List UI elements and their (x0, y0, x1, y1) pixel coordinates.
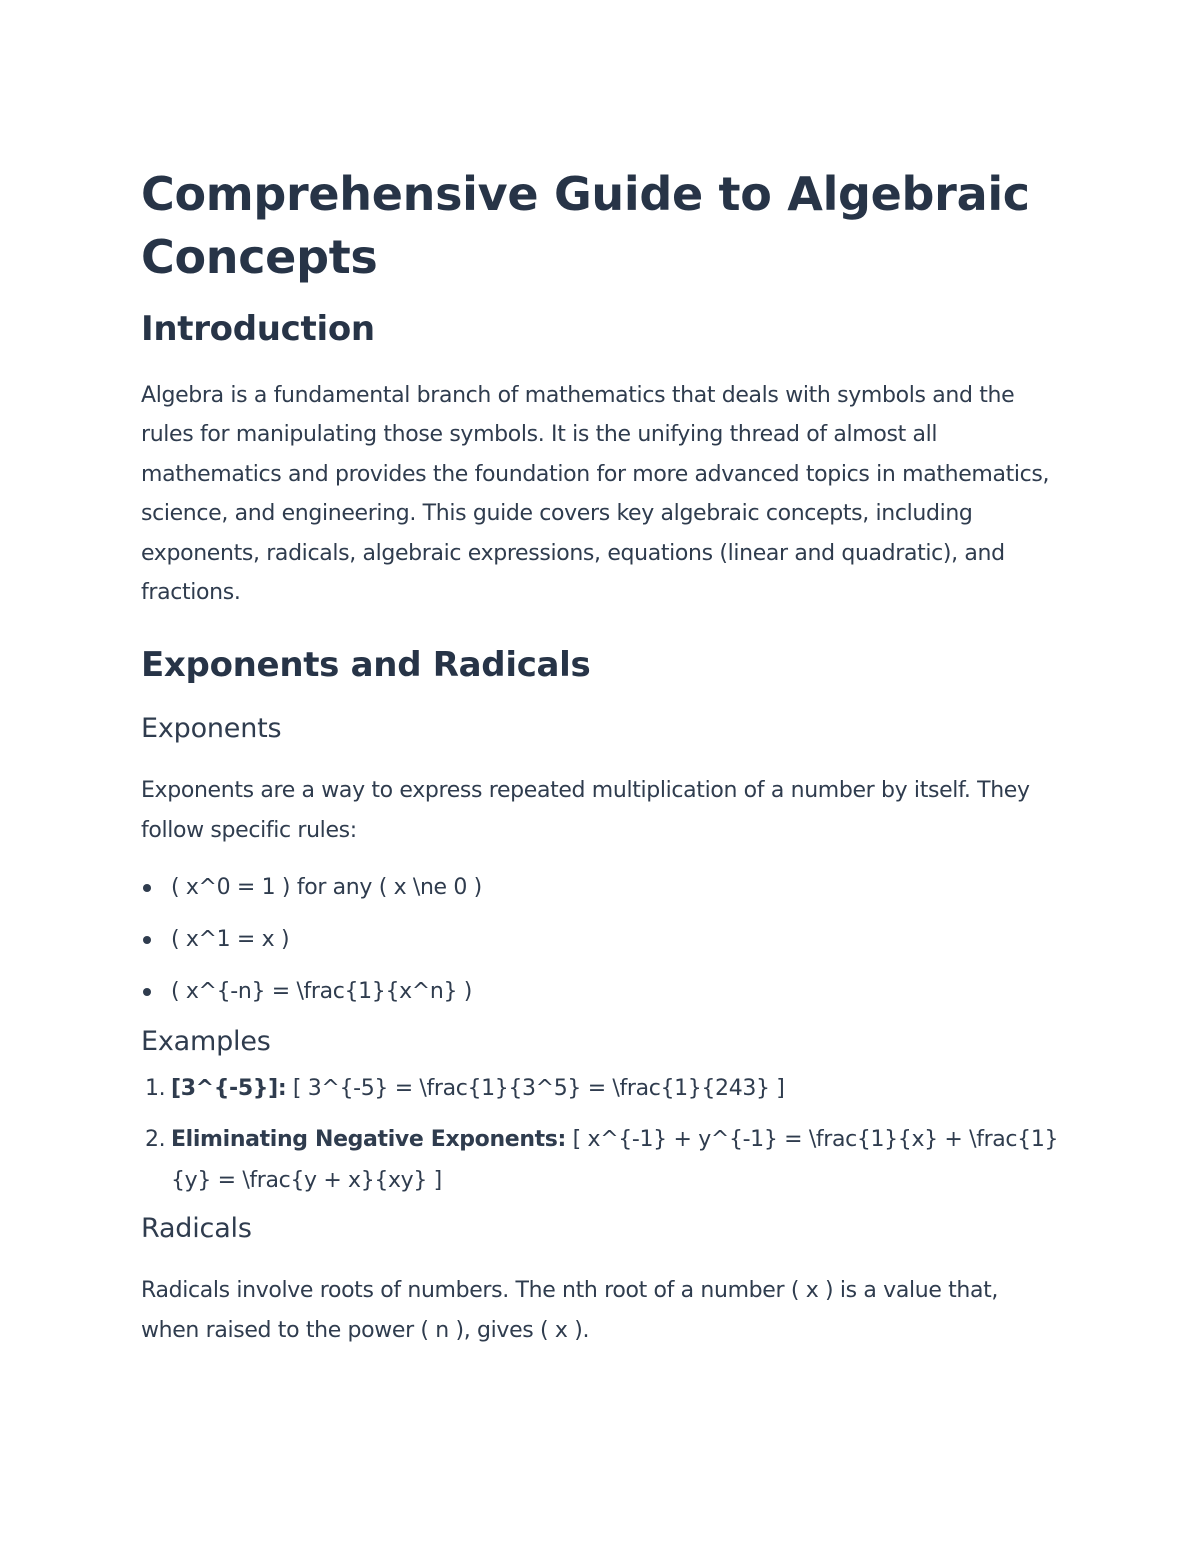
bullet-icon (143, 936, 151, 944)
list-item (141, 1119, 1061, 1201)
bullet-icon (143, 884, 151, 892)
item-number: 2. (145, 1127, 166, 1153)
list-item (141, 966, 1061, 1018)
examples-subheading: Examples (141, 1026, 271, 1058)
exponent-rules-list (141, 862, 1061, 1018)
example-text: [ x^{-1} + y^{-1} = \frac{1}{x} + \frac{1}{y} = \frac{y + x}{xy} ] (171, 1127, 1059, 1194)
exponents-paragraph: Exponents are a way to express repeated multiplication of a number by itself. They follow specific rules: (141, 778, 1030, 843)
list-item (141, 914, 1061, 966)
rule-text: ( x^0 = 1 ) for any ( x \ne 0 ) (171, 875, 482, 901)
radicals-paragraph: Radicals involve roots of numbers. The nth root of a number ( x ) is a value that, when raised to the power ( n ), gives ( x ). (141, 1278, 999, 1343)
item-number: 1. (145, 1076, 166, 1102)
bullet-icon (143, 988, 151, 996)
list-item (141, 862, 1061, 914)
exponents-subheading: Exponents (141, 713, 282, 745)
examples-list (141, 1068, 1061, 1201)
radicals-subheading: Radicals (141, 1213, 252, 1245)
rule-text: ( x^1 = x ) (171, 927, 290, 953)
rule-text: ( x^{-n} = \frac{1}{x^n} ) (171, 979, 472, 1005)
list-item (141, 1068, 1061, 1109)
example-label: [3^{-5}]: (171, 1076, 287, 1102)
document-page (141, 163, 1061, 1350)
introduction-heading: Introduction (141, 309, 375, 349)
exponents-and-radicals-heading: Exponents and Radicals (141, 645, 591, 686)
introduction-paragraph: Algebra is a fundamental branch of mathematics that deals with symbols and the rules for manipulating those symbols. It is the unifying thread of almost all mathematics and provides the foundation for more advanced topics in mathematics, science, and engineering. This guide covers key algebraic concepts, including exponents, radicals, algebraic expressions, equations (linear and quadratic), and fractions. (141, 383, 1050, 606)
example-label: Eliminating Negative Exponents: (171, 1127, 567, 1153)
document-title: Comprehensive Guide to Algebraic Concepts (141, 167, 1030, 284)
example-text: [ 3^{-5} = \frac{1}{3^5} = \frac{1}{243} ] (286, 1076, 785, 1102)
